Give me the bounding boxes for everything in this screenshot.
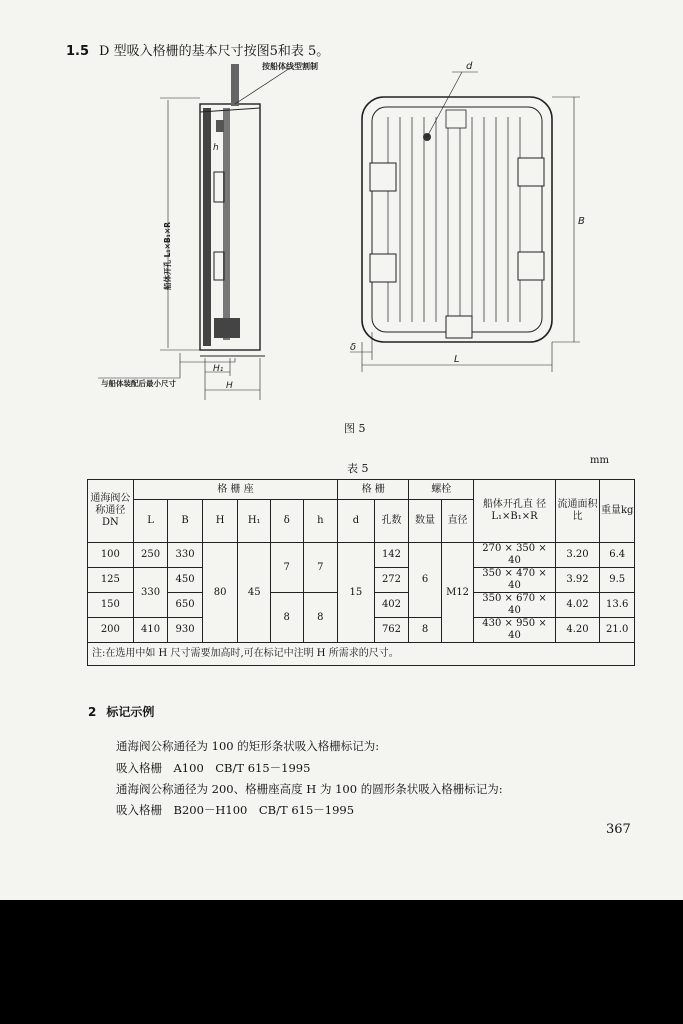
grille-plan-view bbox=[350, 72, 580, 372]
page-number: 367 bbox=[606, 822, 631, 837]
header-weight: 重量kg bbox=[600, 480, 635, 543]
header-H1: H₁ bbox=[238, 500, 271, 543]
table-header-row-1 bbox=[88, 480, 635, 500]
hull-cut-note: 按船体线型割制 bbox=[262, 62, 318, 71]
cell-dn: 200 bbox=[88, 618, 134, 643]
grille-side-view bbox=[98, 64, 290, 400]
header-flow-ratio: 流通面积比 bbox=[555, 480, 600, 543]
cell-holes: 142 bbox=[374, 543, 409, 568]
header-bolt: 螺栓 bbox=[409, 480, 474, 500]
header-qty: 数量 bbox=[409, 500, 442, 543]
header-seat: 格 栅 座 bbox=[133, 480, 337, 500]
cell-H: 80 bbox=[202, 543, 238, 643]
label-H: H bbox=[226, 381, 233, 391]
cell-delta: 8 bbox=[270, 593, 303, 643]
header-dia: 直径 bbox=[441, 500, 474, 543]
cell-h: 7 bbox=[303, 543, 338, 593]
cell-L: 250 bbox=[133, 543, 168, 568]
table-title: 表 5 bbox=[347, 462, 369, 475]
cell-weight: 13.6 bbox=[600, 593, 635, 618]
cell-dn: 100 bbox=[88, 543, 134, 568]
header-delta: δ bbox=[270, 500, 303, 543]
cell-opening: 270 × 350 × 40 bbox=[474, 543, 555, 568]
cell-ratio: 4.02 bbox=[555, 593, 600, 618]
cell-opening: 350 × 470 × 40 bbox=[474, 568, 555, 593]
table-note-row bbox=[88, 643, 635, 666]
header-hull-opening: 船体开孔直 径L₁×B₁×R bbox=[474, 480, 555, 543]
cell-dn: 125 bbox=[88, 568, 134, 593]
cell-L: 330 bbox=[133, 568, 168, 618]
label-h: h bbox=[213, 143, 219, 153]
cell-dn: 150 bbox=[88, 593, 134, 618]
cell-B: 930 bbox=[168, 618, 203, 643]
header-d: d bbox=[338, 500, 375, 543]
cell-d: 15 bbox=[338, 543, 375, 643]
label-delta: δ bbox=[350, 342, 357, 353]
cell-opening: 350 × 670 × 40 bbox=[474, 593, 555, 618]
header-holes: 孔数 bbox=[374, 500, 409, 543]
example-line: 通海阀公称通径为 100 的矩形条状吸入格栅标记为: bbox=[116, 739, 380, 753]
header-dn: 通海阀公称通径DN bbox=[88, 480, 134, 543]
cell-weight: 9.5 bbox=[600, 568, 635, 593]
label-d: d bbox=[466, 61, 473, 72]
cell-L: 410 bbox=[133, 618, 168, 643]
cell-qty: 6 bbox=[409, 543, 442, 618]
cell-weight: 21.0 bbox=[600, 618, 635, 643]
cell-opening: 430 × 950 × 40 bbox=[474, 618, 555, 643]
cell-ratio: 4.20 bbox=[555, 618, 600, 643]
cell-H1: 45 bbox=[238, 543, 271, 643]
section-2-number: 2 bbox=[88, 705, 97, 719]
cell-B: 330 bbox=[168, 543, 203, 568]
example-line: 吸入格栅 B200－H100 CB/T 615－1995 bbox=[116, 803, 355, 817]
section-text: D 型吸入格栅的基本尺寸按图5和表 5。 bbox=[99, 44, 330, 59]
header-grille: 格 栅 bbox=[338, 480, 409, 500]
example-line: 吸入格栅 A100 CB/T 615－1995 bbox=[116, 761, 311, 775]
hull-opening-side-label: 船体开孔 L₁×B₁×R bbox=[163, 221, 172, 290]
label-H1: H₁ bbox=[213, 364, 224, 374]
cell-qty: 8 bbox=[409, 618, 442, 643]
example-line: 通海阀公称通径为 200、格栅座高度 H 为 100 的圆形条状吸入格栅标记为: bbox=[116, 782, 503, 796]
cell-holes: 272 bbox=[374, 568, 409, 593]
cell-B: 650 bbox=[168, 593, 203, 618]
cell-weight: 6.4 bbox=[600, 543, 635, 568]
label-B: B bbox=[578, 216, 585, 227]
table-note: 注:在选用中如 H 尺寸需要加高时,可在标记中注明 H 所需求的尺寸。 bbox=[88, 643, 635, 666]
table-row bbox=[88, 543, 635, 568]
cell-ratio: 3.92 bbox=[555, 568, 600, 593]
figure-5-drawing bbox=[95, 55, 585, 410]
cell-dia: M12 bbox=[441, 543, 474, 643]
section-2-heading bbox=[88, 703, 154, 720]
section-number: 1.5 bbox=[66, 44, 90, 59]
header-h: h bbox=[303, 500, 338, 543]
cell-holes: 762 bbox=[374, 618, 409, 643]
header-B: B bbox=[168, 500, 203, 543]
table-5 bbox=[87, 479, 635, 666]
cell-B: 450 bbox=[168, 568, 203, 593]
figure-caption: 图 5 bbox=[344, 422, 366, 435]
table-unit: mm bbox=[590, 455, 609, 466]
header-L: L bbox=[133, 500, 168, 543]
label-L: L bbox=[454, 354, 460, 365]
section-2-title: 标记示例 bbox=[106, 705, 155, 719]
header-H: H bbox=[202, 500, 238, 543]
cell-h: 8 bbox=[303, 593, 338, 643]
min-size-note: 与船体装配后最小尺寸 bbox=[101, 379, 176, 388]
cell-delta: 7 bbox=[270, 543, 303, 593]
cell-holes: 402 bbox=[374, 593, 409, 618]
cell-ratio: 3.20 bbox=[555, 543, 600, 568]
